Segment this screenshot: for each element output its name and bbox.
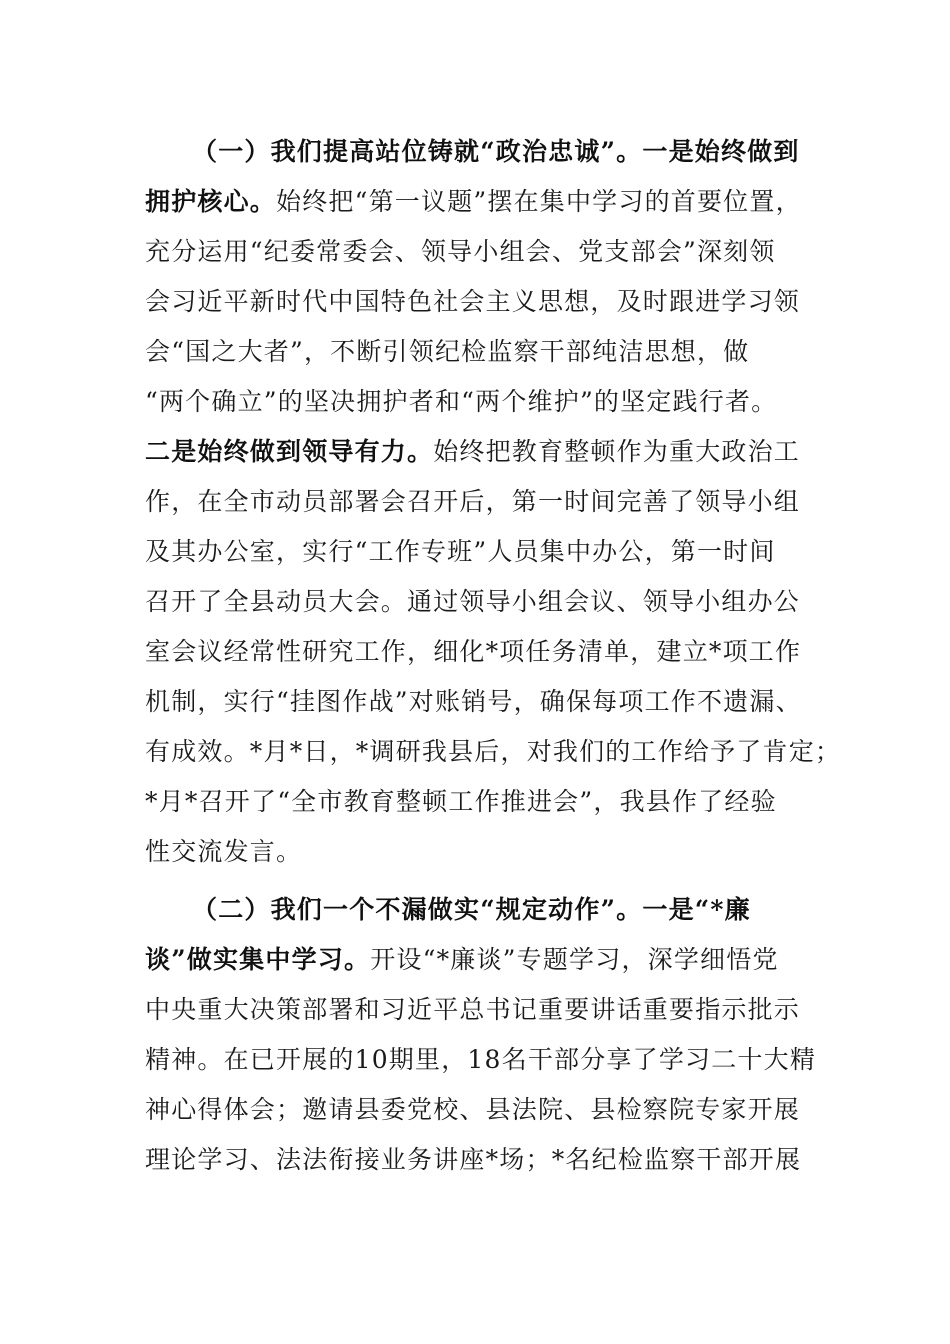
section2-line-3: 中央重大决策部署和习近平总书记重要讲话重要指示批示: [145, 995, 801, 1024]
section1-text: 始终把教育整顿作为重大政治工: [433, 437, 801, 466]
section1-line-12: 机制，实行“挂图作战”对账销号，确保每项工作不遗漏、: [145, 687, 802, 716]
section2-line-2: [145, 935, 810, 985]
section1-heading: （一）我们提高站位铸就“政治忠诚”。: [192, 137, 643, 166]
section1-line-11: 室会议经常性研究工作，细化*项任务清单，建立*项工作: [145, 637, 802, 666]
section1-line-4: 会习近平新时代中国特色社会主义思想，及时跟进学习领: [145, 287, 801, 316]
section2-line-6: 理论学习、法法衔接业务讲座*场；*名纪检监察干部开展: [145, 1145, 802, 1174]
section1-line-5: 会“国之大者”，不断引领纪检监察干部纯洁思想，做: [145, 337, 750, 366]
section1-line-7: [145, 427, 810, 477]
section2-item1-lead: 一是“*廉: [642, 895, 751, 924]
section1-line-9: 及其办公室，实行“工作专班”人员集中办公，第一时间: [145, 537, 776, 566]
section1-line-14: *月*召开了“全市教育整顿工作推进会”，我县作了经验: [145, 787, 777, 816]
section2-heading: （二）我们一个不漏做实“规定动作”。: [192, 895, 643, 924]
section1-line-2: [145, 177, 810, 227]
section1-line-10: 召开了全县动员大会。通过领导小组会议、领导小组办公: [145, 587, 801, 616]
section1-text: 始终把“第一议题”摆在集中学习的首要位置，: [276, 187, 802, 216]
section1-item2-lead: 二是始终做到领导有力。: [145, 437, 434, 466]
section1-line-13: 有成效。*月*日，*调研我县后，对我们的工作给予了肯定；: [145, 737, 842, 766]
section2-line-1: [192, 885, 857, 935]
section1-line-6: “两个确立”的坚决拥护者和“两个维护”的坚定践行者。: [145, 387, 778, 416]
section2-item1-lead-cont: 谈”做实集中学习。: [145, 945, 371, 974]
section1-item1-lead-cont: 拥护核心。: [145, 187, 277, 216]
section1-item1-lead: 一是始终做到: [642, 137, 800, 166]
section1-line-8: 作，在全市动员部署会召开后，第一时间完善了领导小组: [145, 487, 801, 516]
section2-line-4: 精神。在已开展的10期里，18名干部分享了学习二十大精: [145, 1045, 817, 1074]
section1-line-1: [192, 127, 857, 177]
section1-line-3: 充分运用“纪委常委会、领导小组会、党支部会”深刻领: [145, 237, 776, 266]
section2-text: 开设“*廉谈”专题学习，深学细悟党: [370, 945, 779, 974]
section1-line-15: 性交流发言。: [145, 837, 303, 866]
section2-line-5: 神心得体会；邀请县委党校、县法院、县检察院专家开展: [145, 1095, 801, 1124]
